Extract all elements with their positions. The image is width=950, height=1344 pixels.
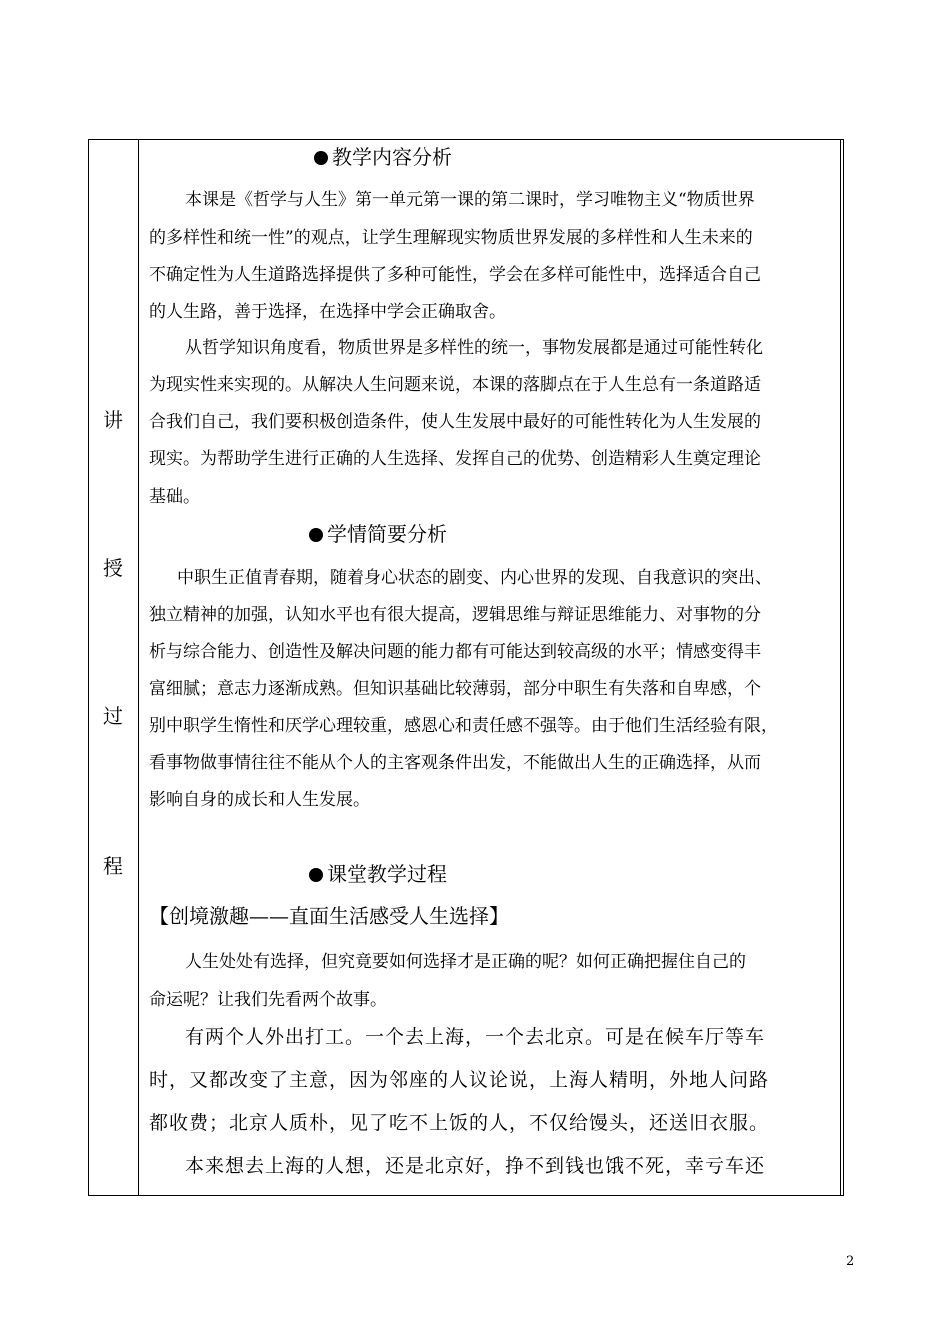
paragraph-line: 影响自身的成长和人生发展。	[149, 790, 370, 810]
story-line: 有两个人外出打工。一个去上海，一个去北京。可是在候车厅等车	[185, 1026, 766, 1048]
paragraph-line: 富细腻；意志力逐渐成熟。但知识基础比较薄弱，部分中职生有失落和自卑感，个	[149, 679, 761, 699]
paragraph-line: 人生处处有选择，但究竟要如何选择才是正确的呢？如何正确把握住自己的	[185, 952, 746, 972]
paragraph-line: 基础。	[149, 487, 200, 507]
paragraph-line: 命运呢？让我们先看两个故事。	[149, 990, 387, 1010]
story-line: 本来想去上海的人想，还是北京好，挣不到钱也饿不死，幸亏车还	[185, 1155, 766, 1177]
content-analysis-heading: 教学内容分析	[314, 141, 452, 170]
paragraph-line: 析与综合能力、创造性及解决问题的能力都有可能达到较高级的水平；情感变得丰	[149, 642, 761, 662]
story-line: 都收费；北京人质朴，见了吃不上饭的人，不仅给馒头，还送旧衣服。	[149, 1112, 770, 1134]
paragraph-line: 的多样性和统一性”的观点，让学生理解现实物质世界发展的多样性和人生未来的	[149, 228, 753, 248]
bullet-icon	[309, 868, 323, 882]
label-char: 程	[103, 854, 123, 878]
student-analysis-heading: 学情简要分析	[309, 518, 447, 547]
paragraph-line: 别中职学生惰性和厌学心理较重，感恩心和责任感不强等。由于他们生活经验有限，	[149, 716, 778, 736]
label-char: 授	[103, 556, 123, 580]
class-process-heading: 课堂教学过程	[309, 858, 447, 887]
lesson-table	[88, 139, 844, 1196]
paragraph-line: 现实。为帮助学生进行正确的人生选择、发挥自己的优势、创造精彩人生奠定理论	[149, 449, 761, 469]
label-char: 过	[103, 704, 123, 728]
section-label-column	[89, 140, 139, 1195]
paragraph-line: 从哲学知识角度看，物质世界是多样性的统一，事物发展都是通过可能性转化	[185, 338, 763, 358]
paragraph-line: 中职生正值青春期，随着身心状态的剧变、内心世界的发现、自我意识的突出、	[177, 568, 772, 588]
paragraph-line: 看事物做事情往往不能从个人的主客观条件出发，不能做出人生的正确选择，从而	[149, 753, 761, 773]
paragraph-line: 本课是《哲学与人生》第一单元第一课的第二课时，学习唯物主义“物质世界	[185, 190, 755, 210]
page-number: 2	[846, 1254, 855, 1269]
paragraph-line: 为现实性来实现的。从解决人生问题来说，本课的落脚点在于人生总有一条道路适	[149, 375, 761, 395]
class-process-subheading: 【创境激趣——直面生活感受人生选择】	[149, 904, 509, 928]
bullet-icon	[309, 528, 323, 542]
paragraph-line: 合我们自己，我们要积极创造条件，使人生发展中最好的可能性转化为人生发展的	[149, 412, 761, 432]
paragraph-line: 独立精神的加强，认知水平也有很大提高，逻辑思维与辩证思维能力、对事物的分	[149, 605, 761, 625]
paragraph-line: 的人生路，善于选择，在选择中学会正确取舍。	[149, 302, 506, 322]
story-line: 时，又都改变了主意，因为邻座的人议论说，上海人精明，外地人问路	[149, 1069, 770, 1091]
bullet-icon	[314, 151, 328, 165]
label-char: 讲	[103, 408, 123, 432]
paragraph-line: 不确定性为人生道路选择提供了多种可能性，学会在多样可能性中，选择适合自己	[149, 265, 761, 285]
